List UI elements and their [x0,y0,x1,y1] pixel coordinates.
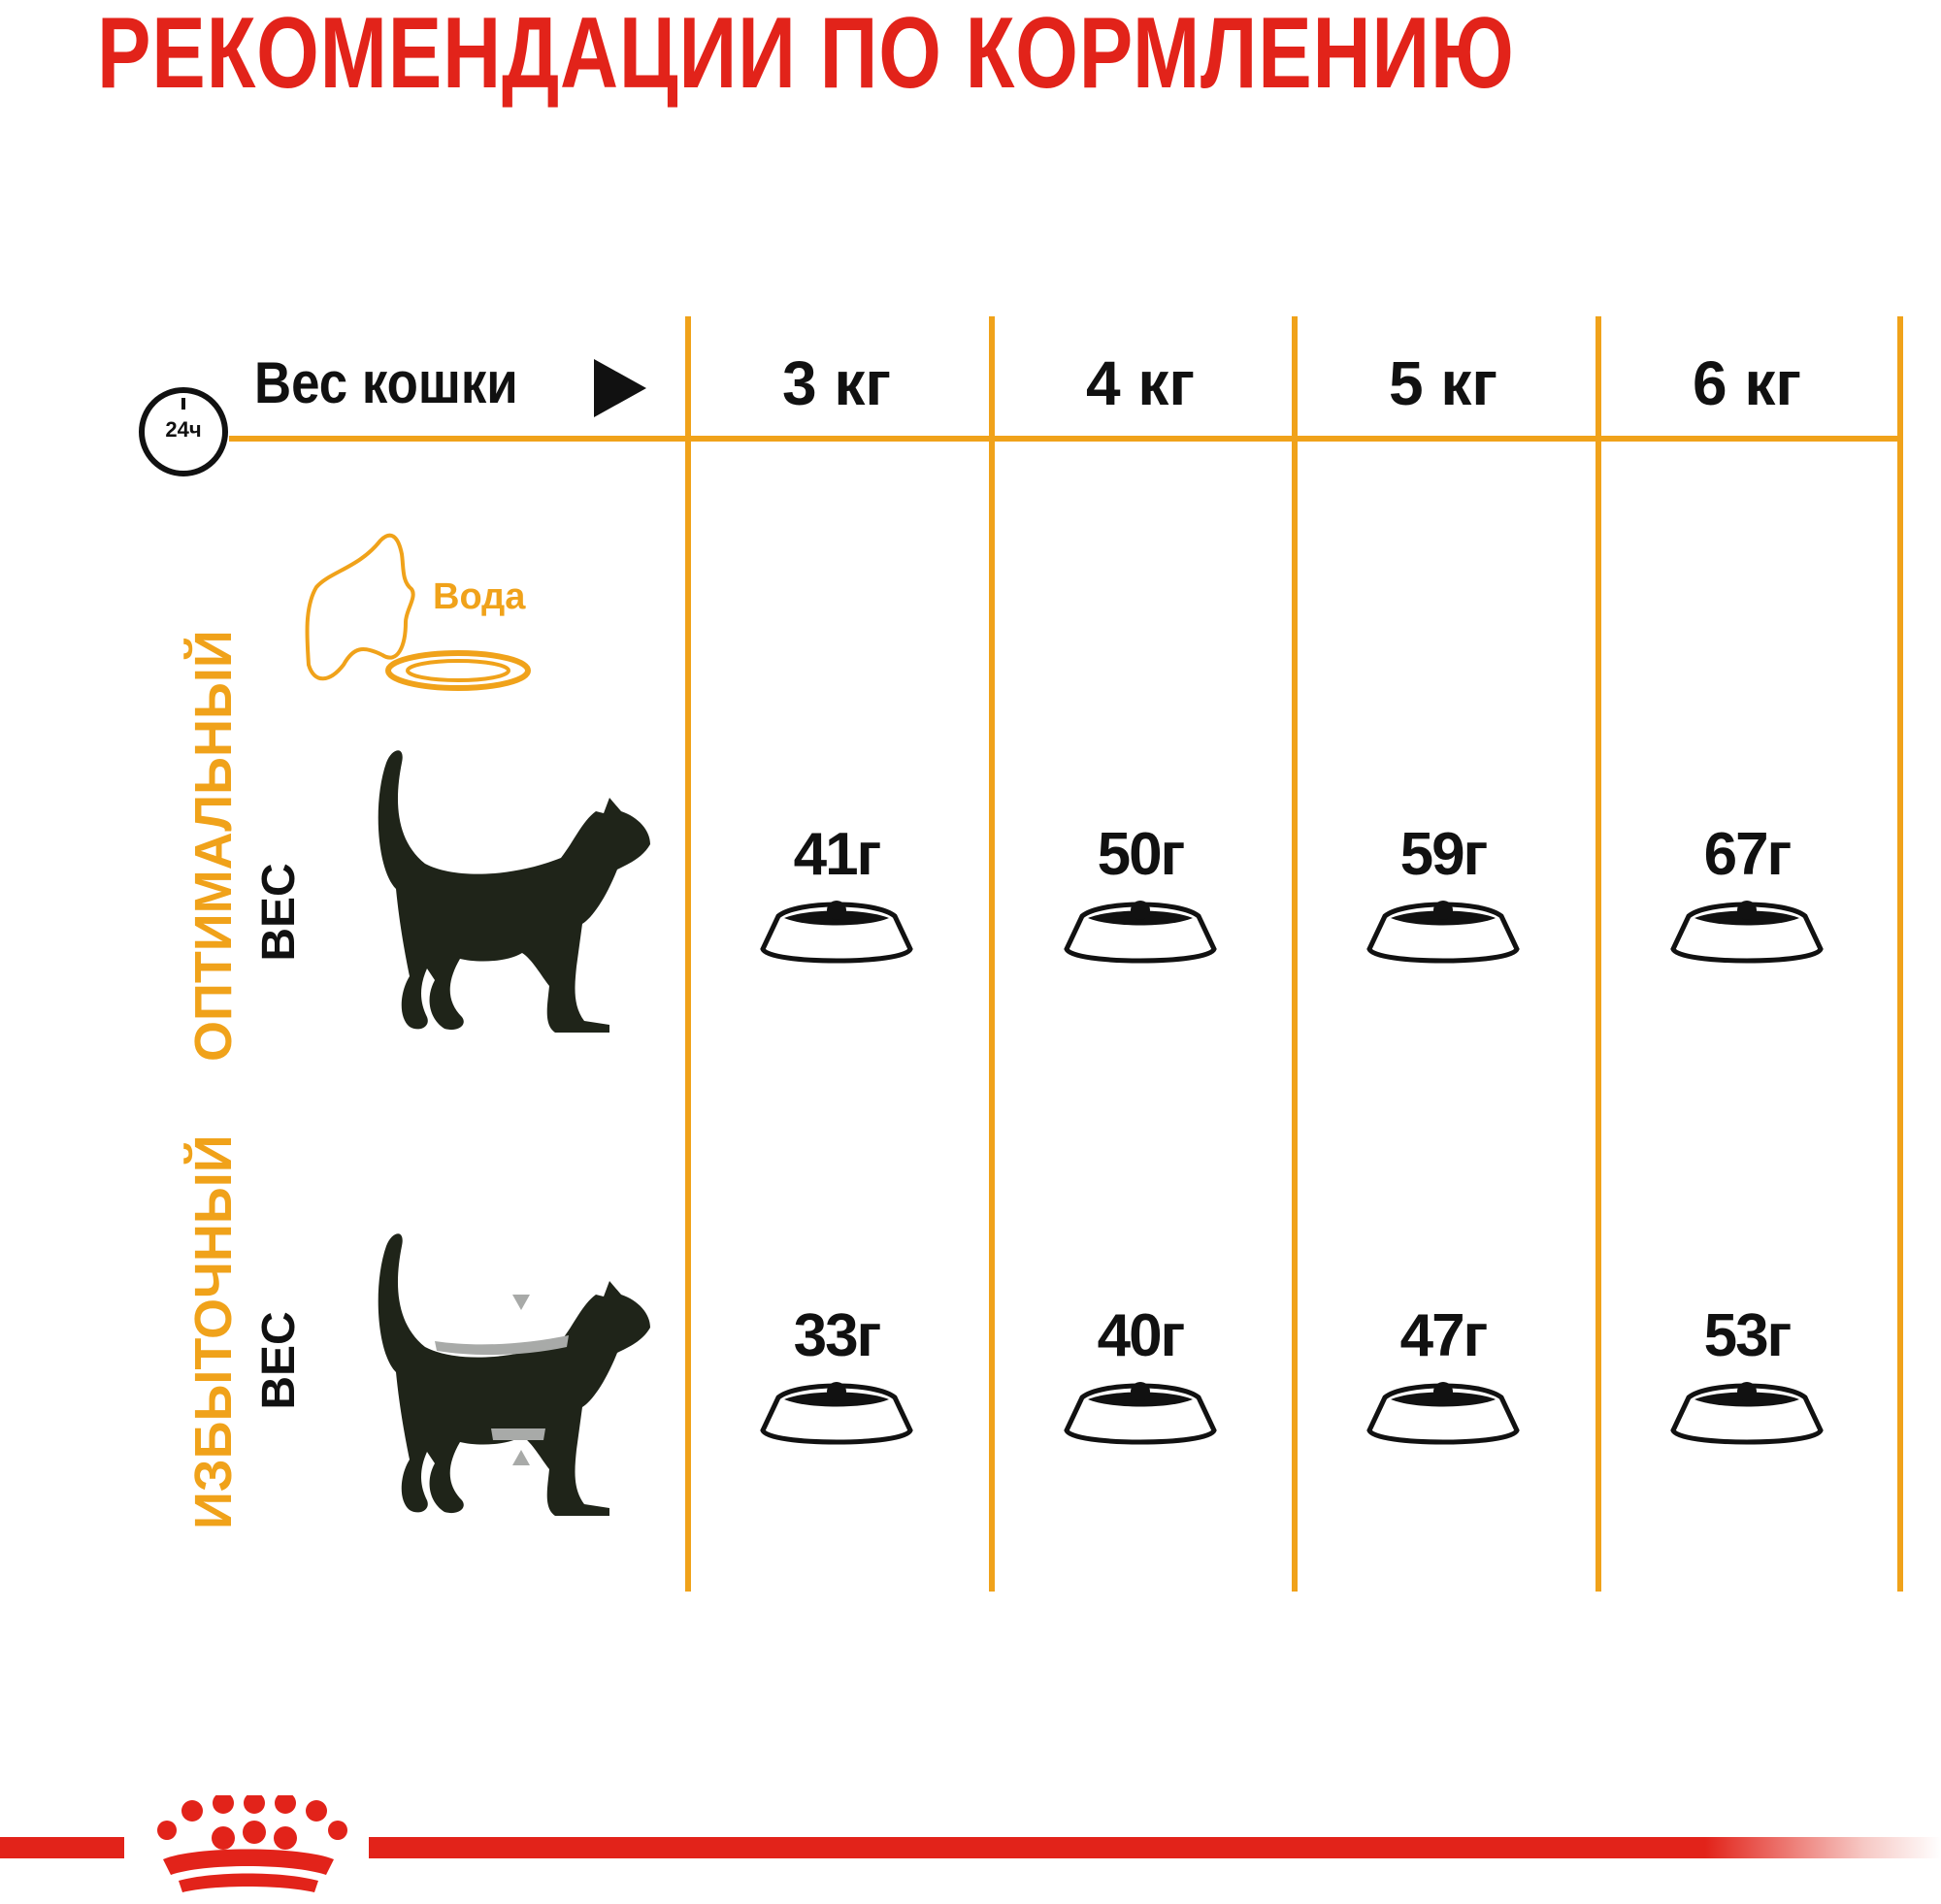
feeding-cell [685,821,988,996]
water-label: Вода [433,576,526,617]
food-bowl-icon [1365,1376,1521,1454]
feeding-amount: 67г [1703,821,1791,888]
food-bowl-icon [1669,895,1825,972]
feeding-cell [1596,1302,1898,1477]
feeding-cell [1596,821,1898,996]
header-divider [229,436,1902,442]
food-bowl-icon [759,1376,914,1454]
clock-label: 24ч [165,417,202,442]
feeding-cell [1292,1302,1595,1477]
brand-stripe [369,1837,1941,1858]
feeding-amount: 50г [1097,821,1184,888]
play-arrow-icon [592,357,648,419]
food-bowl-icon [1063,1376,1218,1454]
food-bowl-icon [1365,895,1521,972]
column-header: 3 кг [781,348,892,418]
column-header: 5 кг [1388,348,1498,418]
weight-label: Вес кошки [254,350,518,415]
food-bowl-icon [1063,895,1218,972]
feeding-cell [1292,821,1595,996]
feeding-amount: 53г [1703,1302,1791,1369]
row-label-primary: ОПТИМАЛЬНЫЙ [184,630,243,1062]
feeding-cell [685,1302,988,1477]
column-header: 6 кг [1692,348,1802,418]
row-label-secondary: ВЕС [253,1311,305,1410]
feeding-cell [989,1302,1292,1477]
cat-silhouette-icon [367,1227,658,1518]
food-bowl-icon [1669,1376,1825,1454]
brand-stripe [0,1837,124,1858]
feeding-amount: 40г [1097,1302,1184,1369]
feeding-amount: 33г [793,1302,880,1369]
row-label-primary: ИЗБЫТОЧНЫЙ [184,1134,243,1529]
page-title: РЕКОМЕНДАЦИИ ПО КОРМЛЕНИЮ [97,0,1515,110]
feeding-amount: 47г [1399,1302,1487,1369]
column-header: 4 кг [1085,348,1196,418]
food-bowl-icon [759,895,914,972]
feeding-amount: 59г [1399,821,1487,888]
feeding-cell [989,821,1292,996]
row-label-secondary: ВЕС [253,863,305,962]
royal-canin-crown-logo [146,1795,349,1902]
feeding-amount: 41г [793,821,880,888]
cat-silhouette-icon [367,743,658,1034]
